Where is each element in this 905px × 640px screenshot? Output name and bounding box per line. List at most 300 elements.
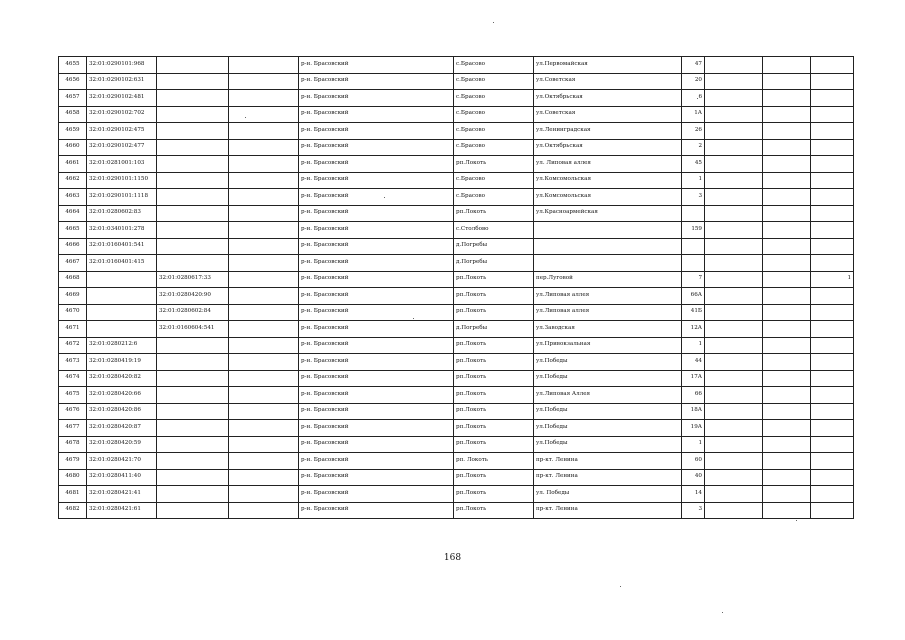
house-number-cell: 19А — [682, 420, 705, 437]
empty-cell — [811, 205, 854, 222]
empty-cell — [229, 304, 299, 321]
table-row — [59, 73, 854, 90]
district-cell: р-н. Брасовский — [299, 205, 454, 222]
settlement-cell: с.Брасово — [454, 123, 534, 140]
scan-speck — [245, 117, 246, 118]
house-number-cell: 7 — [682, 271, 705, 288]
street-cell: пр-кт. Ленина — [534, 469, 682, 486]
cadastral-number-alt-cell — [157, 222, 229, 239]
street-cell — [534, 238, 682, 255]
table-row — [59, 403, 854, 420]
empty-cell — [763, 139, 811, 156]
table-row — [59, 205, 854, 222]
table-row — [59, 255, 854, 272]
empty-cell — [763, 453, 811, 470]
empty-cell — [763, 502, 811, 519]
house-number-cell — [682, 255, 705, 272]
empty-cell — [705, 255, 763, 272]
settlement-cell: рп.Локоть — [454, 354, 534, 371]
cadastral-number-cell — [87, 304, 157, 321]
empty-cell — [811, 73, 854, 90]
empty-cell — [811, 502, 854, 519]
row-number-cell: 4669 — [59, 288, 87, 305]
house-number-cell: 44 — [682, 354, 705, 371]
cadastral-number-alt-cell — [157, 502, 229, 519]
street-cell: пр-кт. Ленина — [534, 502, 682, 519]
cadastral-number-alt-cell — [157, 420, 229, 437]
cadastral-number-cell: 32:01:0280411:40 — [87, 469, 157, 486]
district-cell: р-н. Брасовский — [299, 172, 454, 189]
settlement-cell: с.Брасово — [454, 189, 534, 206]
cadastral-number-cell: 32:01:0160401:541 — [87, 238, 157, 255]
table-row — [59, 453, 854, 470]
empty-cell — [811, 57, 854, 74]
settlement-cell: рп.Локоть — [454, 156, 534, 173]
empty-cell — [705, 90, 763, 107]
cadastral-number-alt-cell — [157, 73, 229, 90]
empty-cell — [811, 420, 854, 437]
empty-cell — [229, 370, 299, 387]
row-number-cell: 4680 — [59, 469, 87, 486]
table-row — [59, 288, 854, 305]
table-row — [59, 370, 854, 387]
table-row — [59, 172, 854, 189]
empty-cell — [763, 420, 811, 437]
empty-cell — [229, 502, 299, 519]
empty-cell — [811, 123, 854, 140]
settlement-cell: рп.Локоть — [454, 370, 534, 387]
district-cell: р-н. Брасовский — [299, 271, 454, 288]
empty-cell — [229, 106, 299, 123]
empty-cell — [705, 288, 763, 305]
empty-cell — [229, 288, 299, 305]
district-cell: р-н. Брасовский — [299, 73, 454, 90]
empty-cell — [705, 502, 763, 519]
district-cell: р-н. Брасовский — [299, 387, 454, 404]
empty-cell — [229, 238, 299, 255]
document-table-area — [58, 56, 852, 519]
district-cell: р-н. Брасовский — [299, 139, 454, 156]
empty-cell — [229, 403, 299, 420]
empty-cell — [763, 255, 811, 272]
empty-cell — [229, 354, 299, 371]
table-row — [59, 337, 854, 354]
empty-cell — [229, 486, 299, 503]
empty-cell — [705, 370, 763, 387]
district-cell: р-н. Брасовский — [299, 222, 454, 239]
settlement-cell: д.Погребы — [454, 255, 534, 272]
district-cell: р-н. Брасовский — [299, 403, 454, 420]
scan-speck — [796, 520, 797, 521]
district-cell: р-н. Брасовский — [299, 90, 454, 107]
empty-cell — [229, 123, 299, 140]
cadastral-number-alt-cell — [157, 205, 229, 222]
empty-cell — [705, 403, 763, 420]
empty-cell — [705, 271, 763, 288]
street-cell: ул.Победы — [534, 436, 682, 453]
row-number-cell: 4681 — [59, 486, 87, 503]
cadastral-number-cell: 32:01:0290101:968 — [87, 57, 157, 74]
street-cell: ул.Ленинградская — [534, 123, 682, 140]
empty-cell — [229, 139, 299, 156]
street-cell: ул.Победы — [534, 354, 682, 371]
house-number-cell: 45 — [682, 156, 705, 173]
settlement-cell: рп.Локоть — [454, 205, 534, 222]
row-number-cell: 4682 — [59, 502, 87, 519]
cadastral-number-cell: 32:01:0290102:475 — [87, 123, 157, 140]
empty-cell — [811, 288, 854, 305]
empty-cell — [705, 106, 763, 123]
row-number-cell: 4676 — [59, 403, 87, 420]
cadastral-number-alt-cell — [157, 139, 229, 156]
street-cell: ул.Советская — [534, 73, 682, 90]
district-cell: р-н. Брасовский — [299, 255, 454, 272]
house-number-cell: 1А — [682, 106, 705, 123]
empty-cell — [705, 486, 763, 503]
district-cell: р-н. Брасовский — [299, 156, 454, 173]
scan-speck — [413, 318, 414, 319]
row-number-cell: 4678 — [59, 436, 87, 453]
street-cell: ул. Победы — [534, 486, 682, 503]
cadastral-number-alt-cell — [157, 486, 229, 503]
house-number-cell: 41Б — [682, 304, 705, 321]
district-cell: р-н. Брасовский — [299, 486, 454, 503]
district-cell: р-н. Брасовский — [299, 502, 454, 519]
empty-cell — [763, 387, 811, 404]
empty-cell — [229, 469, 299, 486]
settlement-cell: рп.Локоть — [454, 436, 534, 453]
house-number-cell: 159 — [682, 222, 705, 239]
cadastral-number-alt-cell — [157, 469, 229, 486]
empty-cell — [763, 288, 811, 305]
scan-speck — [722, 612, 723, 613]
street-cell — [534, 255, 682, 272]
row-number-cell: 4659 — [59, 123, 87, 140]
empty-cell — [763, 156, 811, 173]
empty-cell — [229, 189, 299, 206]
street-cell: ул.Советская — [534, 106, 682, 123]
empty-cell — [705, 189, 763, 206]
empty-cell — [763, 106, 811, 123]
house-number-cell: 17А — [682, 370, 705, 387]
street-cell: ул.Липовая аллея — [534, 304, 682, 321]
table-row — [59, 321, 854, 338]
street-cell: ул.Первомайская — [534, 57, 682, 74]
empty-cell — [763, 205, 811, 222]
house-number-cell: 14 — [682, 486, 705, 503]
settlement-cell: рп.Локоть — [454, 304, 534, 321]
street-cell: ул.Комсомольская — [534, 189, 682, 206]
street-cell: ул.Привокзальная — [534, 337, 682, 354]
cadastral-number-alt-cell — [157, 189, 229, 206]
settlement-cell: рп.Локоть — [454, 288, 534, 305]
empty-cell — [811, 453, 854, 470]
empty-cell — [705, 337, 763, 354]
empty-cell — [705, 73, 763, 90]
empty-cell — [811, 436, 854, 453]
cadastral-number-cell: 32:01:0280421:70 — [87, 453, 157, 470]
empty-cell — [705, 139, 763, 156]
house-number-cell: 47 — [682, 57, 705, 74]
empty-cell — [229, 205, 299, 222]
empty-cell — [763, 469, 811, 486]
settlement-cell: д.Погребы — [454, 321, 534, 338]
settlement-cell: рп.Локоть — [454, 387, 534, 404]
row-number-cell: 4673 — [59, 354, 87, 371]
street-cell: ул.Комсомольская — [534, 172, 682, 189]
empty-cell — [763, 436, 811, 453]
house-number-cell: 1 — [682, 337, 705, 354]
table-row — [59, 502, 854, 519]
cadastral-number-cell: 32:01:0290102:477 — [87, 139, 157, 156]
property-register-table — [58, 56, 854, 519]
page-number: 168 — [443, 553, 462, 563]
empty-cell — [763, 304, 811, 321]
house-number-cell — [682, 205, 705, 222]
table-row — [59, 90, 854, 107]
street-cell: ул. Липовая аллея — [534, 156, 682, 173]
table-row — [59, 106, 854, 123]
row-number-cell: 4679 — [59, 453, 87, 470]
table-row — [59, 486, 854, 503]
empty-cell — [763, 337, 811, 354]
cadastral-number-cell: 32:01:0290102:481 — [87, 90, 157, 107]
empty-cell — [763, 370, 811, 387]
row-number-cell: 4671 — [59, 321, 87, 338]
empty-cell — [763, 189, 811, 206]
row-number-cell: 4655 — [59, 57, 87, 74]
scan-speck — [620, 586, 621, 587]
district-cell: р-н. Брасовский — [299, 420, 454, 437]
settlement-cell: с.Брасово — [454, 139, 534, 156]
empty-cell — [811, 321, 854, 338]
district-cell: р-н. Брасовский — [299, 189, 454, 206]
settlement-cell: рп.Локоть — [454, 403, 534, 420]
cadastral-number-cell: 32:01:0280602:83 — [87, 205, 157, 222]
settlement-cell: с.Столбово — [454, 222, 534, 239]
cadastral-number-alt-cell: 32:01:0280420:90 — [157, 288, 229, 305]
street-cell: пер.Луговой — [534, 271, 682, 288]
row-number-cell: 4674 — [59, 370, 87, 387]
cadastral-number-alt-cell — [157, 370, 229, 387]
empty-cell — [705, 57, 763, 74]
house-number-cell: 20 — [682, 73, 705, 90]
row-number-cell: 4658 — [59, 106, 87, 123]
row-number-cell: 4670 — [59, 304, 87, 321]
row-number-cell: 4664 — [59, 205, 87, 222]
table-row — [59, 271, 854, 288]
cadastral-number-cell: 32:01:0281001:103 — [87, 156, 157, 173]
cadastral-number-cell: 32:01:0340101:278 — [87, 222, 157, 239]
empty-cell — [811, 403, 854, 420]
cadastral-number-cell: 32:01:0290102:702 — [87, 106, 157, 123]
house-number-cell: 66А — [682, 288, 705, 305]
empty-cell — [811, 172, 854, 189]
empty-cell — [229, 57, 299, 74]
cadastral-number-alt-cell — [157, 403, 229, 420]
district-cell: р-н. Брасовский — [299, 123, 454, 140]
house-number-cell: 1 — [682, 436, 705, 453]
row-number-cell: 4675 — [59, 387, 87, 404]
settlement-cell: рп.Локоть — [454, 502, 534, 519]
street-cell: ул.Липовая аллея — [534, 288, 682, 305]
settlement-cell: рп. Локоть — [454, 453, 534, 470]
empty-cell — [229, 172, 299, 189]
settlement-cell: с.Брасово — [454, 106, 534, 123]
cadastral-number-cell: 32:01:0280420:86 — [87, 403, 157, 420]
empty-cell — [763, 321, 811, 338]
empty-cell — [705, 453, 763, 470]
empty-cell — [705, 436, 763, 453]
house-number-cell: 1 — [682, 172, 705, 189]
table-row — [59, 222, 854, 239]
settlement-cell: рп.Локоть — [454, 271, 534, 288]
empty-cell — [763, 403, 811, 420]
cadastral-number-alt-cell: 32:01:0280602:84 — [157, 304, 229, 321]
empty-cell — [811, 238, 854, 255]
table-row — [59, 387, 854, 404]
empty-cell — [229, 453, 299, 470]
empty-cell — [763, 90, 811, 107]
cadastral-number-cell: 32:01:0280212:6 — [87, 337, 157, 354]
empty-cell — [229, 321, 299, 338]
empty-cell — [229, 436, 299, 453]
cadastral-number-alt-cell — [157, 90, 229, 107]
house-number-cell — [682, 238, 705, 255]
settlement-cell: с.Брасово — [454, 172, 534, 189]
cadastral-number-alt-cell — [157, 337, 229, 354]
empty-cell — [705, 238, 763, 255]
empty-cell — [705, 172, 763, 189]
empty-cell — [705, 304, 763, 321]
row-number-cell: 4668 — [59, 271, 87, 288]
street-cell: ул.Победы — [534, 403, 682, 420]
street-cell: ул.Липовая Аллея — [534, 387, 682, 404]
empty-cell — [763, 57, 811, 74]
empty-cell — [811, 486, 854, 503]
empty-cell — [229, 156, 299, 173]
cadastral-number-cell — [87, 271, 157, 288]
empty-cell — [705, 156, 763, 173]
cadastral-number-cell: 32:01:0160401:415 — [87, 255, 157, 272]
empty-cell — [229, 271, 299, 288]
row-number-cell: 4666 — [59, 238, 87, 255]
table-row — [59, 123, 854, 140]
district-cell: р-н. Брасовский — [299, 436, 454, 453]
empty-cell — [811, 90, 854, 107]
cadastral-number-cell: 32:01:0280419:19 — [87, 354, 157, 371]
district-cell: р-н. Брасовский — [299, 337, 454, 354]
street-cell: ул.Октябрьская — [534, 90, 682, 107]
cadastral-number-cell: 32:01:0280420:87 — [87, 420, 157, 437]
empty-cell — [811, 304, 854, 321]
district-cell: р-н. Брасовский — [299, 469, 454, 486]
street-cell: ул.Заводская — [534, 321, 682, 338]
table-row — [59, 189, 854, 206]
row-number-cell: 4677 — [59, 420, 87, 437]
cadastral-number-cell: 32:01:0280421:41 — [87, 486, 157, 503]
empty-cell — [705, 354, 763, 371]
empty-cell — [811, 370, 854, 387]
empty-cell — [811, 189, 854, 206]
district-cell: р-н. Брасовский — [299, 288, 454, 305]
table-row — [59, 156, 854, 173]
settlement-cell: рп.Локоть — [454, 486, 534, 503]
cadastral-number-cell: 32:01:0290101:1118 — [87, 189, 157, 206]
row-number-cell: 4662 — [59, 172, 87, 189]
empty-cell — [705, 469, 763, 486]
house-number-cell: 6 — [682, 90, 705, 107]
empty-cell — [811, 139, 854, 156]
district-cell: р-н. Брасовский — [299, 304, 454, 321]
empty-cell — [811, 469, 854, 486]
empty-cell — [705, 222, 763, 239]
row-number-cell: 4660 — [59, 139, 87, 156]
scan-speck — [697, 98, 698, 99]
empty-cell — [229, 387, 299, 404]
empty-cell — [811, 387, 854, 404]
cadastral-number-alt-cell: 32:01:0280617:33 — [157, 271, 229, 288]
district-cell: р-н. Брасовский — [299, 453, 454, 470]
district-cell: р-н. Брасовский — [299, 106, 454, 123]
street-cell: ул.Красноармейская — [534, 205, 682, 222]
row-number-cell: 4657 — [59, 90, 87, 107]
empty-cell — [705, 123, 763, 140]
settlement-cell: д.Погребы — [454, 238, 534, 255]
cadastral-number-cell — [87, 321, 157, 338]
cadastral-number-alt-cell — [157, 436, 229, 453]
row-number-cell: 4656 — [59, 73, 87, 90]
empty-cell — [811, 156, 854, 173]
empty-cell — [763, 172, 811, 189]
empty-cell — [229, 255, 299, 272]
table-row — [59, 420, 854, 437]
empty-cell — [763, 123, 811, 140]
row-number-cell: 4661 — [59, 156, 87, 173]
empty-cell — [763, 73, 811, 90]
empty-cell — [763, 354, 811, 371]
settlement-cell: с.Брасово — [454, 73, 534, 90]
house-number-cell: 18А — [682, 403, 705, 420]
row-number-cell: 4663 — [59, 189, 87, 206]
table-row — [59, 57, 854, 74]
district-cell: р-н. Брасовский — [299, 321, 454, 338]
district-cell: р-н. Брасовский — [299, 57, 454, 74]
cadastral-number-cell: 32:01:0280420:66 — [87, 387, 157, 404]
table-row — [59, 304, 854, 321]
table-row — [59, 238, 854, 255]
empty-cell — [811, 337, 854, 354]
house-number-cell: 26 — [682, 123, 705, 140]
settlement-cell: рп.Локоть — [454, 337, 534, 354]
empty-cell — [763, 222, 811, 239]
district-cell: р-н. Брасовский — [299, 354, 454, 371]
cadastral-number-alt-cell — [157, 172, 229, 189]
cadastral-number-cell: 32:01:0290101:1150 — [87, 172, 157, 189]
row-number-cell: 4665 — [59, 222, 87, 239]
empty-cell — [229, 222, 299, 239]
settlement-cell: с.Брасово — [454, 57, 534, 74]
empty-cell — [811, 255, 854, 272]
street-cell: ул.Октябрьская — [534, 139, 682, 156]
empty-cell — [811, 106, 854, 123]
stray-mark-cell: 1 — [811, 271, 854, 288]
empty-cell — [811, 222, 854, 239]
empty-cell — [763, 271, 811, 288]
empty-cell — [705, 321, 763, 338]
district-cell: р-н. Брасовский — [299, 238, 454, 255]
cadastral-number-alt-cell — [157, 123, 229, 140]
